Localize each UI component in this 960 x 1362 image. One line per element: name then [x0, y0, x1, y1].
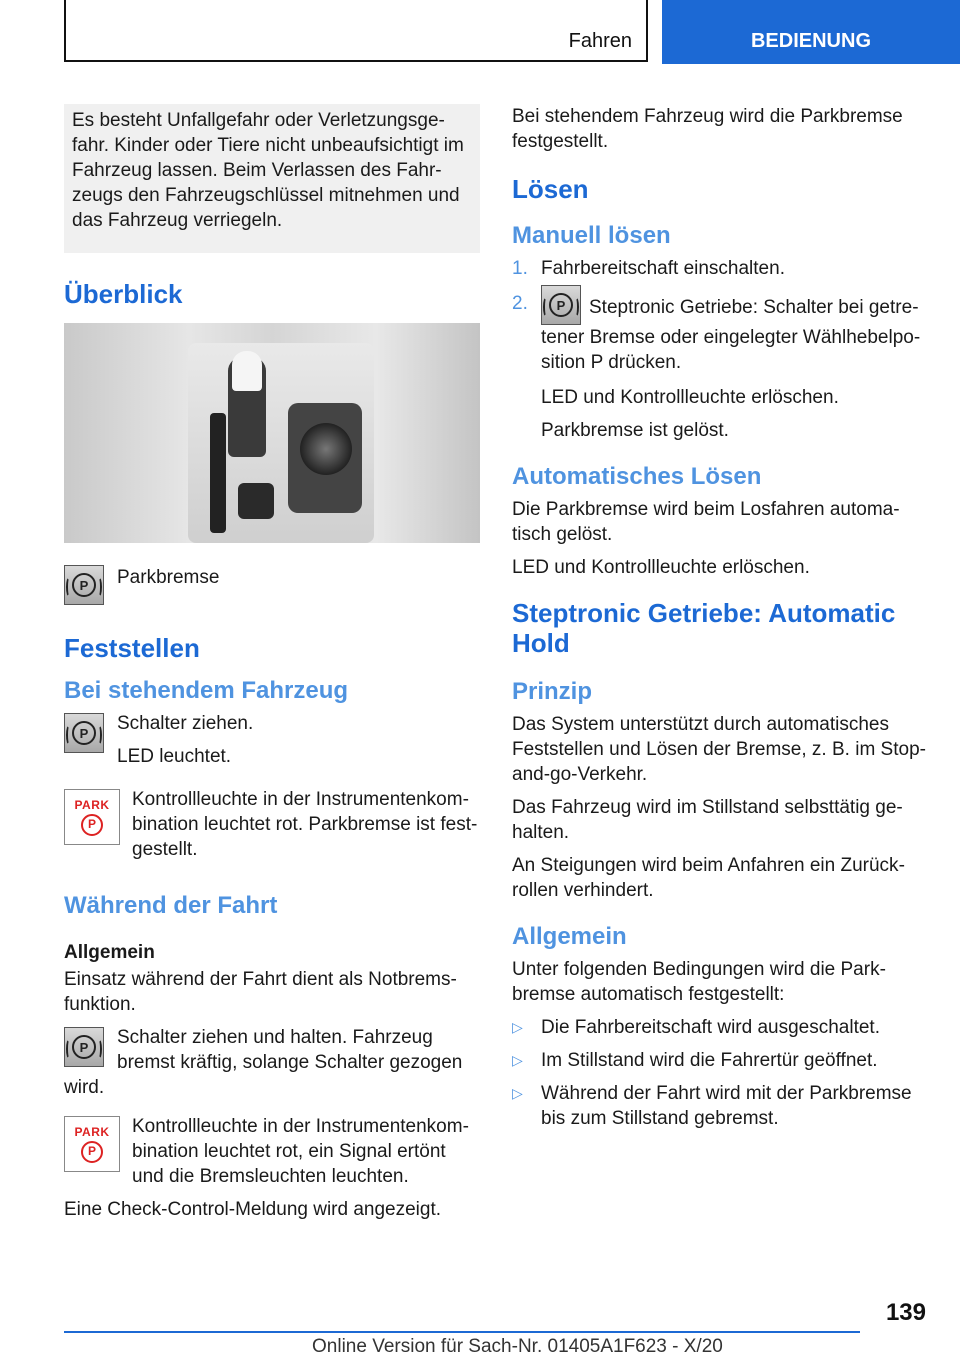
right-column — [512, 104, 928, 1139]
chapter-tab[interactable] — [662, 0, 960, 64]
general-list — [512, 1015, 928, 1131]
heading-principle: Prinzip — [512, 678, 593, 705]
heading-apply: Feststellen — [64, 633, 200, 663]
list-item-text: Im Stillstand wird die Fahrertür geöffnet. — [541, 1050, 878, 1071]
heading-release: Lösen — [512, 174, 589, 204]
driving-park-text: Kontrollleuchte in der Instrumentenkombination leuchtet rot, ein Signal ertönt und die Bremsleuchten leuchten. — [132, 1116, 469, 1187]
list-item — [512, 1081, 928, 1131]
triangle-bullet-icon: ▷ — [512, 1085, 523, 1101]
park-p: P — [81, 814, 103, 836]
manual-sub-2: Parkbremse ist gelöst. — [541, 420, 729, 441]
principle-2: Das Fahrzeug wird im Stillstand selbsttätig gehalten. — [512, 797, 903, 843]
parking-brake-icon — [541, 285, 581, 325]
park-word: PARK — [74, 1124, 110, 1139]
auto-text: Die Parkbremse wird beim Losfahren automatisch gelöst. — [512, 499, 900, 545]
photo-caption: Parkbremse — [117, 567, 220, 588]
p-ring: P — [72, 573, 96, 597]
auto-led: LED und Kontrollleuchte erlöschen. — [512, 557, 810, 578]
heading-automatic-hold: Steptronic Getriebe: Automatic Hold — [512, 598, 896, 658]
driving-step: Schalter ziehen und halten. Fahrzeug bremst kräftig, solange Schalter gezogen wird. — [64, 1027, 463, 1098]
step-number: 2. — [512, 293, 528, 314]
heading-general-right: Allgemein — [512, 923, 627, 950]
left-column — [64, 104, 480, 1230]
chapter-title: BEDIENUNG — [750, 29, 871, 52]
step-number: 1. — [512, 258, 528, 279]
driving-cc: Eine Check-Control-Meldung wird angezeigt. — [64, 1199, 442, 1220]
list-item — [512, 291, 928, 375]
list-item-text: Während der Fahrt wird mit der Parkbremse bis zum Stillstand gebremst. — [541, 1083, 912, 1129]
heading-auto-release: Automatisches Lösen — [512, 463, 762, 490]
principle-3: An Steigungen wird beim Anfahren ein Zurückrollen verhindert. — [512, 855, 905, 901]
parking-brake-switch — [238, 483, 274, 519]
photo-caption-row — [64, 563, 480, 605]
step-text: Steptronic Getriebe: Schalter bei getretener Bremse oder eingelegter Wählhebelposition P drücken. — [541, 297, 921, 373]
list-item — [512, 1048, 928, 1073]
right-intro: Bei stehendem Fahrzeug wird die Parkbremse festgestellt. — [512, 106, 903, 152]
list-item-text: Die Fahrbereitschaft wird ausgeschaltet. — [541, 1017, 880, 1038]
park-warning-icon — [64, 789, 120, 845]
parking-brake-icon — [64, 713, 104, 753]
idrive-knob — [300, 423, 352, 475]
park-p: P — [81, 1141, 103, 1163]
triangle-bullet-icon: ▷ — [512, 1019, 523, 1035]
step-text: Fahrbereitschaft einschalten. — [541, 258, 785, 279]
heading-overview: Überblick — [64, 279, 183, 309]
list-item — [512, 1015, 928, 1040]
driving-intro: Einsatz während der Fahrt dient als Notbremsfunktion. — [64, 969, 457, 1015]
manual-sub-1: LED und Kontrollleuchte erlöschen. — [541, 387, 839, 408]
footer-rule — [64, 1331, 860, 1333]
gear-lever-top — [232, 351, 262, 391]
stationary-step-row — [64, 711, 480, 777]
parking-brake-icon — [64, 1027, 104, 1067]
switch-bar — [210, 413, 226, 533]
console-photo — [64, 323, 480, 543]
heading-stationary: Bei stehendem Fahrzeug — [64, 677, 349, 704]
stationary-park-row — [64, 787, 480, 862]
park-warning-icon — [64, 1116, 120, 1172]
header-frame — [64, 0, 648, 62]
list-item — [512, 256, 928, 281]
warning-box: Es besteht Unfallgefahr oder Verletzungsgefahr. Kinder oder Tiere nicht unbeaufsichtigt im Fahrzeug lassen. Beim Verlassen des Fahrzeugs den Fahrzeugschlüssel mitnehmen und das Fahrzeug verriegeln. — [64, 104, 480, 253]
stationary-step-1: Schalter ziehen. — [117, 713, 254, 734]
driving-step-row — [64, 1025, 480, 1100]
p-ring: P — [72, 1035, 96, 1059]
stationary-park-text: Kontrollleuchte in der Instrumentenkombination leuchtet rot. Parkbremse ist festgestellt. — [132, 789, 478, 860]
principle-1: Das System unterstützt durch automatisches Feststellen und Lösen der Bremse, z. B. im Stop-and-go-Verkehr. — [512, 714, 926, 785]
center-console — [188, 343, 374, 543]
section-title: Fahren — [568, 30, 632, 52]
parking-brake-icon — [64, 565, 104, 605]
p-ring: P — [72, 721, 96, 745]
driving-park-row — [64, 1114, 480, 1189]
manual-steps — [512, 256, 928, 375]
footer-version: Online Version für Sach-Nr. 01405A1F623 - X/20 — [312, 1336, 723, 1357]
general-intro: Unter folgenden Bedingungen wird die Parkbremse automatisch festgestellt: — [512, 959, 886, 1005]
heading-general-left: Allgemein — [64, 942, 155, 963]
page-number: 139 — [885, 1299, 926, 1326]
stationary-step-2: LED leuchtet. — [117, 746, 232, 767]
park-word: PARK — [74, 797, 110, 812]
heading-manual: Manuell lösen — [512, 222, 671, 249]
p-ring: P — [549, 293, 573, 317]
heading-driving: Während der Fahrt — [64, 892, 278, 919]
triangle-bullet-icon: ▷ — [512, 1052, 523, 1068]
